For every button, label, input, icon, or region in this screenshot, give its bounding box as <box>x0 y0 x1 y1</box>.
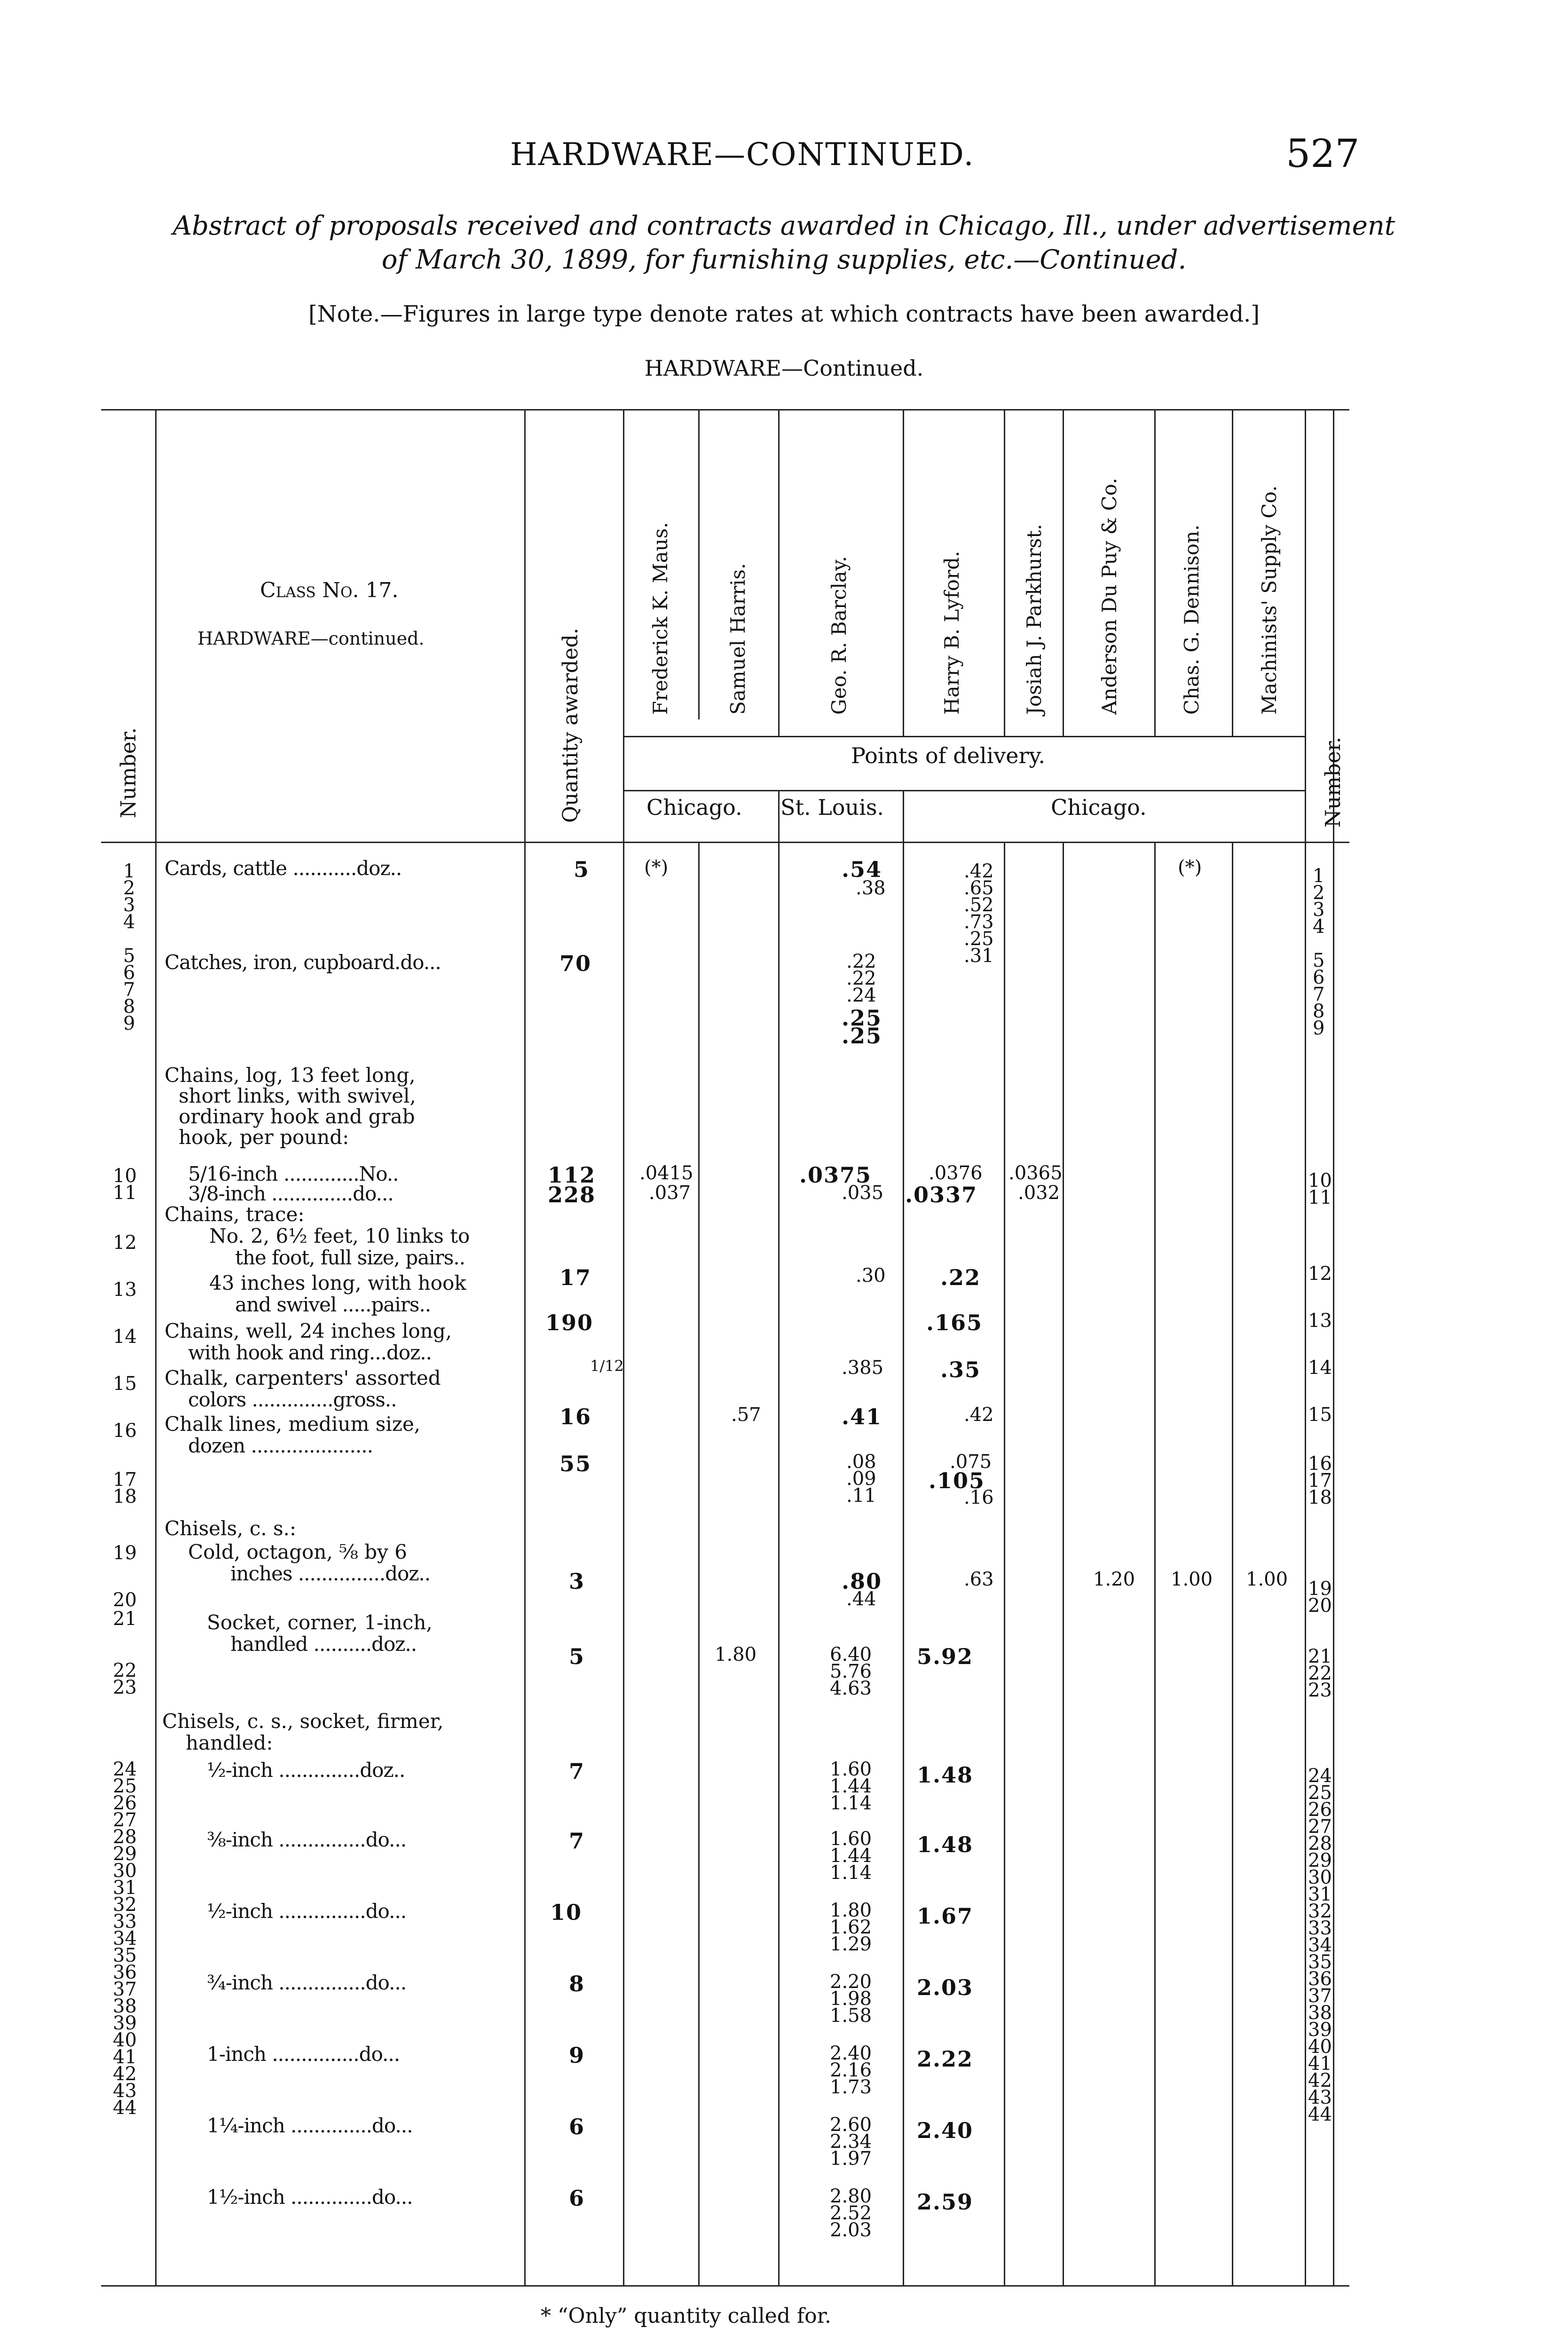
line-number: 20 <box>113 1589 137 1611</box>
delivery-rule <box>623 736 1305 737</box>
points-of-delivery: Points of delivery. <box>851 743 1045 768</box>
line-number: 19 <box>1308 1578 1332 1600</box>
bid-value: 1.44 <box>830 1845 872 1867</box>
line-number: 16 <box>1308 1453 1332 1475</box>
quantity-value: 5 <box>574 857 590 882</box>
bid-value: 1.60 <box>830 1759 872 1780</box>
line-number: 9 <box>1313 1018 1325 1039</box>
col-rule <box>698 409 700 719</box>
line-number: 6 <box>1313 967 1325 988</box>
line-number: 1 <box>1313 865 1325 887</box>
bid-value: .73 <box>964 911 994 933</box>
line-number: 44 <box>1308 2104 1332 2125</box>
bid-value: .54 <box>842 857 882 882</box>
line-number: 33 <box>1308 1917 1332 1939</box>
col-rule <box>778 790 780 2285</box>
line-number: 32 <box>1308 1901 1332 1922</box>
bid-value: 1.44 <box>830 1775 872 1797</box>
bid-value: 1.00 <box>1246 1569 1288 1590</box>
bid-value: 2.40 <box>917 2118 974 2143</box>
col-rule <box>903 790 904 2285</box>
bid-value: 1.14 <box>830 1792 872 1814</box>
line-number: 32 <box>113 1894 137 1916</box>
col-rule <box>1004 409 1005 736</box>
line-number: 21 <box>113 1608 137 1630</box>
line-number: 33 <box>113 1911 137 1933</box>
bid-value: 1.58 <box>830 2005 872 2027</box>
line-number: 8 <box>1313 1001 1325 1022</box>
bid-value: 5.76 <box>830 1661 872 1682</box>
bid-value: 2.52 <box>830 2202 872 2224</box>
bid-value: .57 <box>731 1404 761 1426</box>
bid-value: .42 <box>964 860 994 882</box>
line-number: 34 <box>113 1928 137 1949</box>
bid-value: .035 <box>842 1182 884 1204</box>
line-number: 10 <box>113 1165 137 1187</box>
item-description: Catches, iron, cupboard.do... <box>165 951 441 974</box>
bid-value: .44 <box>846 1588 876 1610</box>
delivery-rule-2 <box>623 790 1305 791</box>
delivery-chicago-1: Chicago. <box>646 795 742 820</box>
line-number: 44 <box>113 2097 137 2119</box>
line-number: 1 <box>123 860 135 882</box>
line-number: 21 <box>1308 1646 1332 1667</box>
bid-value: 1.62 <box>830 1917 872 1938</box>
item-description: No. 2, 6½ feet, 10 links to <box>209 1224 470 1247</box>
item-description: ½-inch ..............doz.. <box>207 1759 405 1782</box>
col-rule <box>1333 409 1334 2285</box>
bid-value: .41 <box>842 1404 882 1429</box>
page-number: 527 <box>1286 132 1360 176</box>
abstract-line-2: of March 30, 1899, for furnishing supplies, etc.—Continued. <box>381 245 1187 275</box>
bid-value: .35 <box>940 1357 981 1382</box>
bid-value: 6.40 <box>830 1644 872 1665</box>
line-number: 39 <box>1308 2019 1332 2041</box>
line-number: 18 <box>1308 1487 1332 1508</box>
bidder-header-machinists: Machinists' Supply Co. <box>1258 485 1281 715</box>
bid-value: 2.03 <box>917 1975 974 2000</box>
quantity-value: 16 <box>559 1404 592 1429</box>
quantity-value: 10 <box>550 1900 583 1925</box>
quantity-value: 228 <box>548 1182 596 1207</box>
table-top-rule <box>101 409 1349 410</box>
line-number: 4 <box>1313 916 1325 938</box>
bid-value: 2.22 <box>917 2046 974 2072</box>
item-description: inches ...............doz.. <box>230 1562 431 1585</box>
item-description: and swivel .....pairs.. <box>235 1293 431 1316</box>
bid-value: .08 <box>846 1451 876 1473</box>
line-number: 17 <box>113 1469 137 1491</box>
line-number: 11 <box>1308 1187 1332 1208</box>
bid-value: .65 <box>964 877 994 899</box>
note: [Note.—Figures in large type denote rates at which contracts have been awarded.] <box>308 301 1260 327</box>
quantity-value: 190 <box>545 1310 594 1335</box>
col-rule <box>1154 409 1156 736</box>
bid-value: .42 <box>964 1404 994 1426</box>
line-number: 11 <box>113 1182 137 1204</box>
item-description: colors ..............gross.. <box>188 1388 397 1411</box>
line-number: 43 <box>113 2080 137 2102</box>
bid-value: .52 <box>964 894 994 916</box>
line-number: 3 <box>123 894 135 916</box>
item-description: Chains, log, 13 feet long, <box>165 1064 416 1087</box>
bid-value: .24 <box>846 985 876 1006</box>
bid-value: 2.03 <box>830 2219 872 2241</box>
line-number: 25 <box>113 1775 137 1797</box>
item-description: ¾-inch ...............do... <box>207 1971 407 1994</box>
item-description: Chains, well, 24 inches long, <box>165 1319 452 1342</box>
bid-value: .63 <box>964 1569 994 1590</box>
line-number: 6 <box>123 962 135 984</box>
bid-value: .30 <box>856 1265 886 1286</box>
line-number: 19 <box>113 1542 137 1564</box>
line-number: 2 <box>1313 882 1325 904</box>
bid-value: 1.67 <box>917 1903 974 1929</box>
header-bottom-rule <box>101 842 1349 843</box>
bid-value: .0365 <box>1009 1162 1063 1184</box>
col-rule <box>903 409 904 736</box>
line-number: 4 <box>123 911 135 933</box>
line-number: 40 <box>1308 2036 1332 2058</box>
line-number: 29 <box>1308 1850 1332 1871</box>
table-bottom-rule <box>101 2285 1349 2287</box>
line-number: 2 <box>123 877 135 899</box>
bid-value: 2.60 <box>830 2114 872 2136</box>
item-description: the foot, full size, pairs.. <box>235 1246 465 1269</box>
line-number: 24 <box>1308 1765 1332 1787</box>
number-header-left: Number. <box>117 727 141 818</box>
line-number: 41 <box>1308 2053 1332 2075</box>
delivery-chicago-2: Chicago. <box>1051 795 1147 820</box>
bid-value: .80 <box>842 1569 882 1594</box>
quantity-value: 7 <box>569 1759 585 1784</box>
line-number: 20 <box>1308 1595 1332 1617</box>
bid-value: 2.80 <box>830 2185 872 2207</box>
bid-value: .0375 <box>799 1162 872 1188</box>
col-rule <box>1232 842 1233 2285</box>
quantity-value: 1/12 <box>590 1357 624 1375</box>
line-number: 37 <box>1308 1985 1332 2007</box>
item-description: Chains, trace: <box>165 1203 305 1226</box>
line-number: 16 <box>113 1420 137 1442</box>
line-number: 25 <box>1308 1782 1332 1804</box>
line-number: 5 <box>123 945 135 967</box>
line-number: 18 <box>113 1486 137 1507</box>
line-number: 7 <box>1313 984 1325 1005</box>
bid-value: 1.98 <box>830 1988 872 2010</box>
item-description: handled: <box>186 1731 273 1754</box>
line-number: 31 <box>113 1877 137 1899</box>
line-number: 22 <box>1308 1663 1332 1684</box>
line-number: 39 <box>113 2012 137 2034</box>
quantity-value: 8 <box>569 1971 585 1996</box>
bid-value: .075 <box>950 1451 992 1473</box>
line-number: 26 <box>1308 1799 1332 1821</box>
bid-value: .31 <box>964 945 994 967</box>
quantity-value: 9 <box>569 2043 585 2068</box>
footnote: * “Only” quantity called for. <box>541 2304 831 2328</box>
item-description: ⅜-inch ...............do... <box>207 1828 407 1851</box>
item-description: 3/8-inch ..............do... <box>188 1182 394 1205</box>
line-number: 5 <box>1313 950 1325 971</box>
line-number: 10 <box>1308 1170 1332 1191</box>
bidder-header-barclay: Geo. R. Barclay. <box>827 556 851 715</box>
bid-value: 1.48 <box>917 1832 974 1857</box>
col-rule <box>1154 842 1156 2285</box>
bid-value: .165 <box>926 1310 983 1335</box>
bid-value: .105 <box>929 1468 985 1493</box>
line-number: 28 <box>113 1826 137 1848</box>
bid-value: 2.40 <box>830 2043 872 2064</box>
bid-value: .0376 <box>929 1162 983 1184</box>
item-description: Chalk lines, medium size, <box>165 1412 421 1436</box>
bidder-header-maus: Frederick K. Maus. <box>649 522 672 715</box>
bid-value: .0337 <box>905 1182 978 1207</box>
quantity-value: 17 <box>559 1265 592 1290</box>
bid-value: 1.97 <box>830 2148 872 2170</box>
bid-value: 1.29 <box>830 1933 872 1955</box>
bidder-header-dupuy: Anderson Du Puy & Co. <box>1098 478 1121 715</box>
bid-value: 1.60 <box>830 1828 872 1850</box>
abstract-line-1: Abstract of proposals received and contracts awarded in Chicago, Ill., under advertisement <box>173 211 1395 241</box>
bid-value: .385 <box>842 1357 884 1379</box>
line-number: 14 <box>113 1326 137 1348</box>
quantity-value: 112 <box>548 1162 596 1188</box>
line-number: 26 <box>113 1792 137 1814</box>
col-rule <box>524 409 526 2285</box>
line-number: 3 <box>1313 899 1325 921</box>
col-rule <box>698 842 700 2285</box>
bid-value: 2.34 <box>830 2131 872 2153</box>
bid-value: .11 <box>846 1485 876 1507</box>
line-number: 30 <box>1308 1867 1332 1888</box>
line-number: 31 <box>1308 1884 1332 1905</box>
line-number: 23 <box>113 1677 137 1698</box>
line-number: 41 <box>113 2046 137 2068</box>
class-subtitle: HARDWARE—continued. <box>197 628 425 649</box>
line-number: 8 <box>123 996 135 1018</box>
bid-value: 1.80 <box>830 1900 872 1921</box>
line-number: 15 <box>113 1373 137 1395</box>
item-description: Socket, corner, 1-inch, <box>207 1611 433 1634</box>
line-number: 38 <box>113 1996 137 2017</box>
item-description: Chalk, carpenters' assorted <box>165 1366 441 1389</box>
line-number: 27 <box>1308 1816 1332 1838</box>
item-description: short links, with swivel, <box>179 1084 416 1107</box>
item-description: 1¼-inch ..............do... <box>207 2114 413 2137</box>
bid-value: 1.14 <box>830 1862 872 1884</box>
quantity-value: 7 <box>569 1828 585 1854</box>
line-number: 27 <box>113 1809 137 1831</box>
line-number: 38 <box>1308 2002 1332 2024</box>
item-description: handled ..........doz.. <box>230 1633 417 1656</box>
bid-value: 2.59 <box>917 2189 974 2215</box>
line-number: 35 <box>113 1945 137 1966</box>
bid-value: 1.73 <box>830 2076 872 2098</box>
item-description: with hook and ring...doz.. <box>188 1341 432 1364</box>
bid-value: .25 <box>964 928 994 950</box>
line-number: 43 <box>1308 2087 1332 2108</box>
table-subheading: HARDWARE—Continued. <box>644 355 924 381</box>
bid-value: (*) <box>1178 857 1202 878</box>
quantity-value: 70 <box>559 951 592 976</box>
item-description: ½-inch ...............do... <box>207 1900 407 1923</box>
line-number: 28 <box>1308 1833 1332 1854</box>
col-rule <box>1232 409 1233 736</box>
bidder-header-dennison: Chas. G. Dennison. <box>1180 524 1203 715</box>
line-number: 12 <box>113 1232 137 1254</box>
line-number: 36 <box>1308 1968 1332 1990</box>
item-description: Cards, cattle ...........doz.. <box>165 857 402 880</box>
running-header-title: HARDWARE—CONTINUED. <box>510 136 975 173</box>
bid-value: .25 <box>842 1023 882 1049</box>
line-number: 13 <box>113 1279 137 1301</box>
bid-value: (*) <box>644 857 669 878</box>
bid-value: 1.00 <box>1171 1569 1213 1590</box>
item-description: 1½-inch ..............do... <box>207 2185 413 2209</box>
line-number: 42 <box>113 2063 137 2085</box>
quantity-value: 5 <box>569 1644 585 1669</box>
col-rule <box>1004 842 1005 2285</box>
line-number: 12 <box>1308 1263 1332 1285</box>
bid-value: .22 <box>940 1265 981 1290</box>
line-number: 42 <box>1308 2070 1332 2091</box>
bid-value: 1.48 <box>917 1762 974 1788</box>
line-number: 22 <box>113 1660 137 1681</box>
quantity-value: 6 <box>569 2185 585 2211</box>
line-number: 24 <box>113 1759 137 1780</box>
bidder-header-parkhurst: Josiah J. Parkhurst. <box>1023 524 1046 715</box>
col-rule <box>1063 842 1064 2285</box>
bid-value: 2.16 <box>830 2059 872 2081</box>
line-number: 17 <box>1308 1470 1332 1491</box>
bid-value: 2.20 <box>830 1971 872 1993</box>
line-number: 30 <box>113 1860 137 1882</box>
col-rule <box>1305 409 1306 2285</box>
line-number: 13 <box>1308 1310 1332 1332</box>
item-description: Cold, octagon, ⅝ by 6 <box>188 1540 407 1563</box>
item-description: 5/16-inch .............No.. <box>188 1162 399 1185</box>
item-description: dozen ..................... <box>188 1434 373 1457</box>
item-description: 1-inch ...............do... <box>207 2043 400 2066</box>
delivery-st-louis: St. Louis. <box>780 795 884 820</box>
quantity-value: 55 <box>559 1451 592 1476</box>
item-description: hook, per pound: <box>179 1126 349 1149</box>
line-number: 35 <box>1308 1951 1332 1973</box>
col-rule <box>155 409 157 2285</box>
bid-value: .25 <box>842 1005 882 1031</box>
item-description: 43 inches long, with hook <box>209 1271 466 1294</box>
bid-value: .38 <box>856 877 886 899</box>
line-number: 7 <box>123 979 135 1001</box>
bid-value: 4.63 <box>830 1678 872 1699</box>
class-label: Class No. 17. <box>260 578 399 602</box>
bid-value: 1.80 <box>715 1644 757 1665</box>
col-rule <box>623 409 624 2285</box>
col-rule <box>1063 409 1064 736</box>
line-number: 29 <box>113 1843 137 1865</box>
line-number: 23 <box>1308 1680 1332 1701</box>
quantity-value: 6 <box>569 2114 585 2139</box>
line-number: 15 <box>1308 1404 1332 1426</box>
line-number: 36 <box>113 1962 137 1983</box>
bid-value: .22 <box>846 968 876 989</box>
bid-value: 1.20 <box>1093 1569 1135 1590</box>
bid-value: .037 <box>649 1182 691 1204</box>
bid-value: .16 <box>964 1487 994 1508</box>
line-number: 37 <box>113 1979 137 2000</box>
bid-value: 5.92 <box>917 1644 974 1669</box>
number-header-right: Number. <box>1321 737 1345 828</box>
bid-value: .09 <box>846 1468 876 1490</box>
col-rule <box>778 409 780 736</box>
line-number: 34 <box>1308 1934 1332 1956</box>
line-number: 14 <box>1308 1357 1332 1379</box>
line-number: 40 <box>113 2029 137 2051</box>
bid-value: .032 <box>1018 1182 1060 1204</box>
line-number: 9 <box>123 1013 135 1034</box>
bid-value: .0415 <box>639 1162 693 1184</box>
bid-value: .22 <box>846 951 876 972</box>
bidder-header-lyford: Harry B. Lyford. <box>940 551 963 715</box>
item-description: ordinary hook and grab <box>179 1105 415 1128</box>
item-description: Chisels, c. s.: <box>165 1517 296 1540</box>
quantity-value: 3 <box>569 1569 585 1594</box>
item-description: Chisels, c. s., socket, firmer, <box>162 1710 444 1733</box>
quantity-header: Quantity awarded. <box>559 628 583 823</box>
bidder-header-harris: Samuel Harris. <box>726 563 749 715</box>
